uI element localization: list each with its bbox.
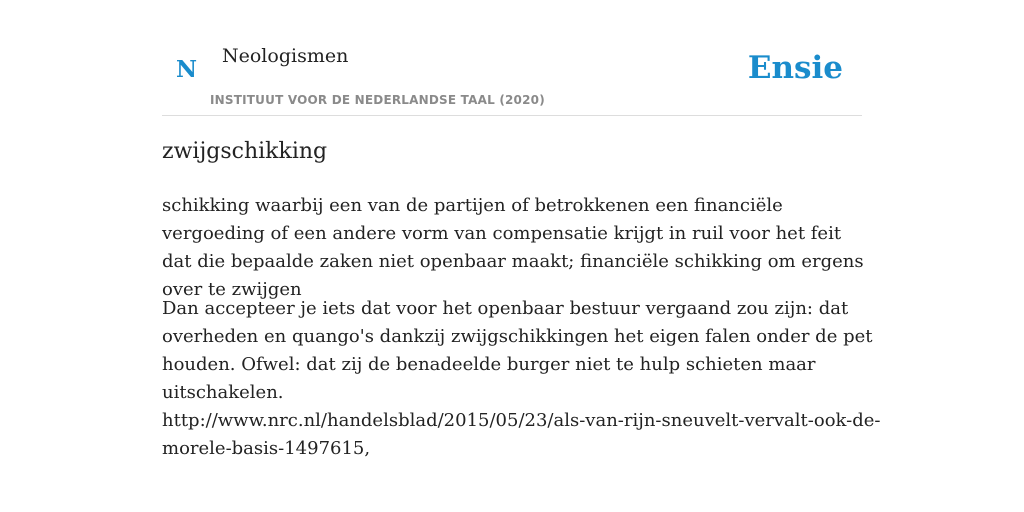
entry-example [162,295,881,463]
source-title[interactable]: Neologismen [222,45,349,67]
entry-card [162,0,881,459]
example-line: uitschakelen. [162,382,284,403]
example-line: houden. Ofwel: dat zij de benadeelde burger niet te hulp schieten maar [162,354,816,375]
example-source-link[interactable]: http://www.nrc.nl/handelsblad/2015/05/23/als-van-rijn-sneuvelt-vervalt-ook-de- [162,410,881,431]
example-line: overheden en quango's dankzij zwijgschikkingen het eigen falen onder de pet [162,326,873,347]
entry-term: zwijgschikking [162,139,328,164]
example-line: Dan accepteer je iets dat voor het openbaar bestuur vergaand zou zijn: dat [162,298,849,319]
entry-definition: schikking waarbij een van de partijen of betrokkenen een financiële vergoeding of een andere vorm van compensatie krijgt in ruil voor het feit dat die bepaalde zaken niet openbaar maakt; financiële schikking om ergens over te zwijgen [162,195,864,300]
brand-logo[interactable]: Ensie [747,50,843,86]
source-publisher: INSTITUUT VOOR DE NEDERLANDSE TAAL (2020) [210,93,545,107]
source-logo[interactable]: N [176,56,198,83]
source-header [162,0,862,116]
example-source-link[interactable]: morele-basis-1497615, [162,438,371,459]
